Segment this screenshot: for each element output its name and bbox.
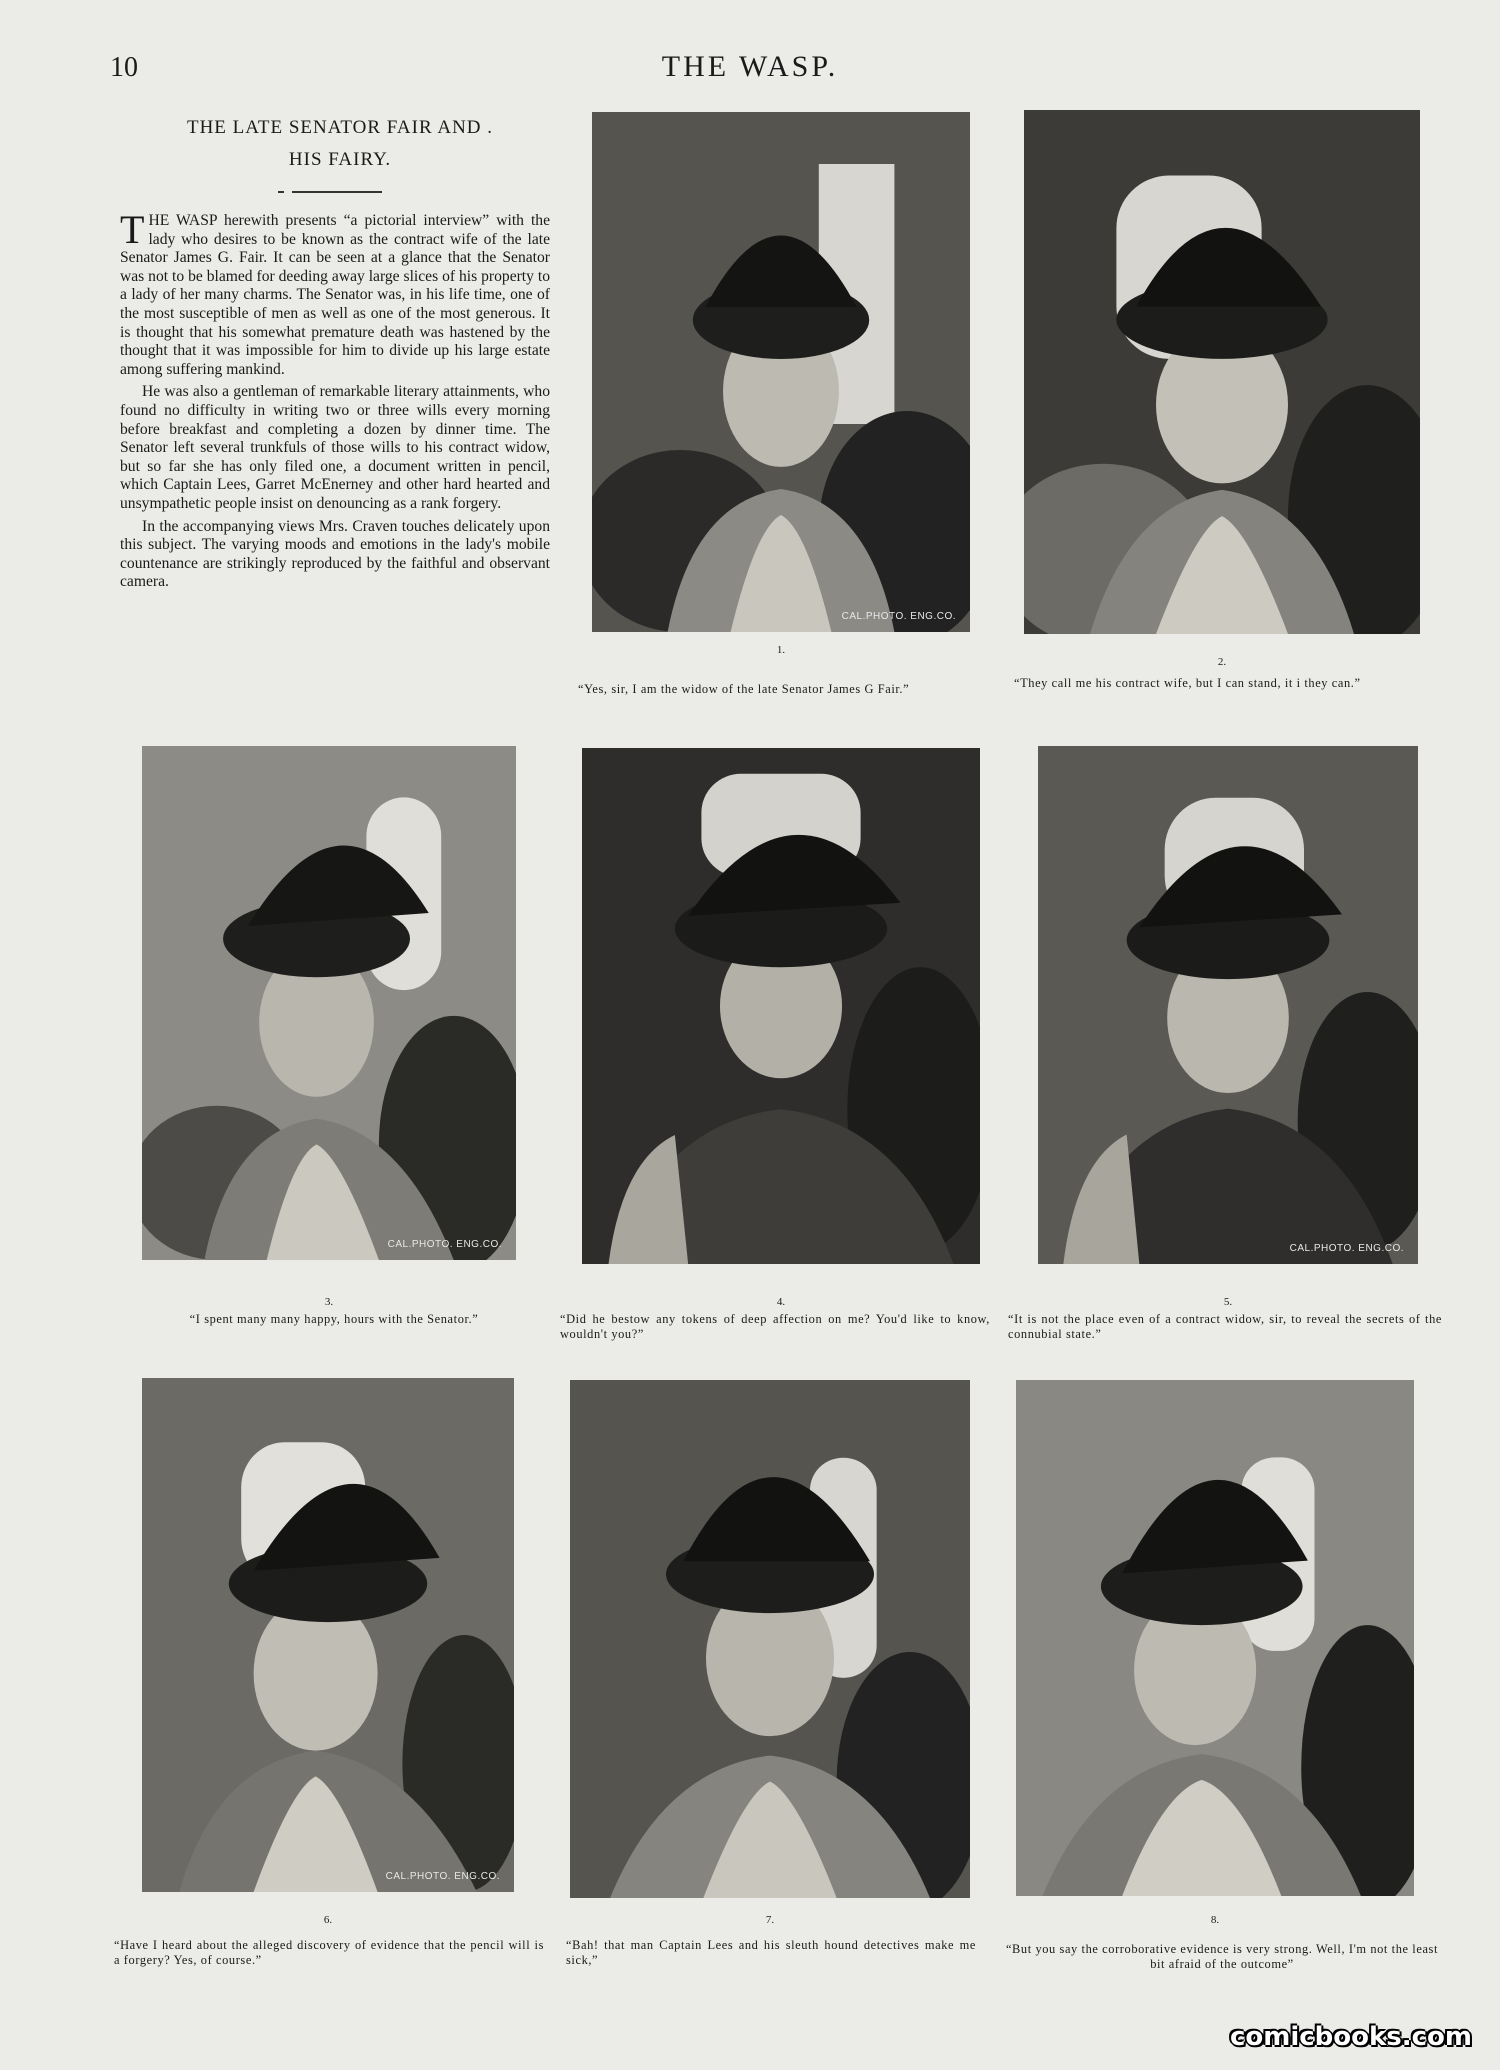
article-body <box>120 207 550 596</box>
page-number: 10 <box>110 52 138 83</box>
portrait-photo-3 <box>142 746 516 1260</box>
caption-1: “Yes, sir, I am the widow of the late Senator James G Fair.” <box>578 682 910 696</box>
watermark: comicbooks.com <box>1229 2022 1472 2052</box>
engraver-credit: CAL.PHOTO. ENG.CO. <box>1289 1243 1404 1254</box>
article-title <box>140 112 540 176</box>
caption-7: “Bah! that man Captain Lees and his sleuth hound detectives make me sick,” <box>566 1938 976 1967</box>
portrait-illustration <box>1016 1380 1414 1896</box>
portrait-illustration <box>570 1380 970 1898</box>
caption-3: “I spent many many happy, hours with the Senator.” <box>189 1312 479 1326</box>
portrait-photo-4 <box>582 748 980 1264</box>
drop-cap: T <box>120 207 145 252</box>
portrait-illustration <box>592 112 970 632</box>
article-paragraph-3: In the accompanying views Mrs. Craven touches delicately upon this subject. The varying moods and emotions in the lady's mobile countenance are strikingly reproduced by the faithful and observant camera. <box>120 517 550 591</box>
portrait-photo-7 <box>570 1380 970 1898</box>
article-paragraph-1: THE WASP herewith presents “a pictorial interview” with the lady who desires to be known as the contract wife of the late Senator James G. Fair. It can be seen at a glance that the Senator was not to be blamed for deeding away large slices of his property to a lady of her many charms. The Senator was, in his life time, one of the most susceptible of men as well as one of the most generous. It is thought that his somewhat premature death was hastened by the thought that it was impossible for him to divide up his large estate among suffering mankind. <box>120 207 550 378</box>
caption-number-1: 1. <box>776 644 786 656</box>
portrait-illustration <box>1038 746 1418 1264</box>
caption-6: “Have I heard about the alleged discovery of evidence that the pencil will is a forgery? Yes, of course.” <box>114 1938 544 1967</box>
portrait-photo-5 <box>1038 746 1418 1264</box>
engraver-credit: CAL.PHOTO. ENG.CO. <box>841 611 956 622</box>
caption-number-5: 5. <box>1223 1296 1233 1308</box>
article-title-line-1: THE LATE SENATOR FAIR AND . <box>186 117 494 138</box>
engraver-credit: CAL.PHOTO. ENG.CO. <box>387 1239 502 1250</box>
portrait-illustration <box>142 1378 514 1892</box>
portrait-photo-6 <box>142 1378 514 1892</box>
caption-number-7: 7. <box>765 1914 775 1926</box>
caption-number-8: 8. <box>1210 1914 1220 1926</box>
caption-number-2: 2. <box>1217 656 1227 668</box>
masthead: THE WASP. <box>661 50 839 83</box>
portrait-photo-1 <box>592 112 970 632</box>
engraver-credit: CAL.PHOTO. ENG.CO. <box>385 1871 500 1882</box>
portrait-photo-2 <box>1024 110 1420 634</box>
portrait-illustration <box>1024 110 1420 634</box>
caption-number-6: 6. <box>323 1914 333 1926</box>
title-rule <box>292 191 382 193</box>
caption-2: “They call me his contract wife, but I can stand, it i they can.” <box>1014 676 1361 690</box>
caption-4: “Did he bestow any tokens of deep affection on me? You'd like to know, wouldn't you?” <box>560 1312 990 1341</box>
article-title-line-2: HIS FAIRY. <box>288 149 392 170</box>
caption-number-3: 3. <box>324 1296 334 1308</box>
article-paragraph-2: He was also a gentleman of remarkable literary attainments, who found no difficulty in writing two or three wills every morning before breakfast and completing a dozen by dinner time. The Senator left several trunkfuls of those wills to his contract widow, but so far she has only filed one, a document written in pencil, which Captain Lees, Garret McEnerney and other hard hearted and unsympathetic people insist on denouncing as a rank forgery. <box>120 383 550 512</box>
caption-8: “But you say the corroborative evidence is very strong. Well, I'm not the least bit afraid of the outcome” <box>1005 1942 1439 1971</box>
portrait-photo-8 <box>1016 1380 1414 1896</box>
portrait-illustration <box>142 746 516 1260</box>
portrait-illustration <box>582 748 980 1264</box>
caption-number-4: 4. <box>776 1296 786 1308</box>
caption-5: “It is not the place even of a contract widow, sir, to reveal the secrets of the connubial state.” <box>1008 1312 1442 1341</box>
